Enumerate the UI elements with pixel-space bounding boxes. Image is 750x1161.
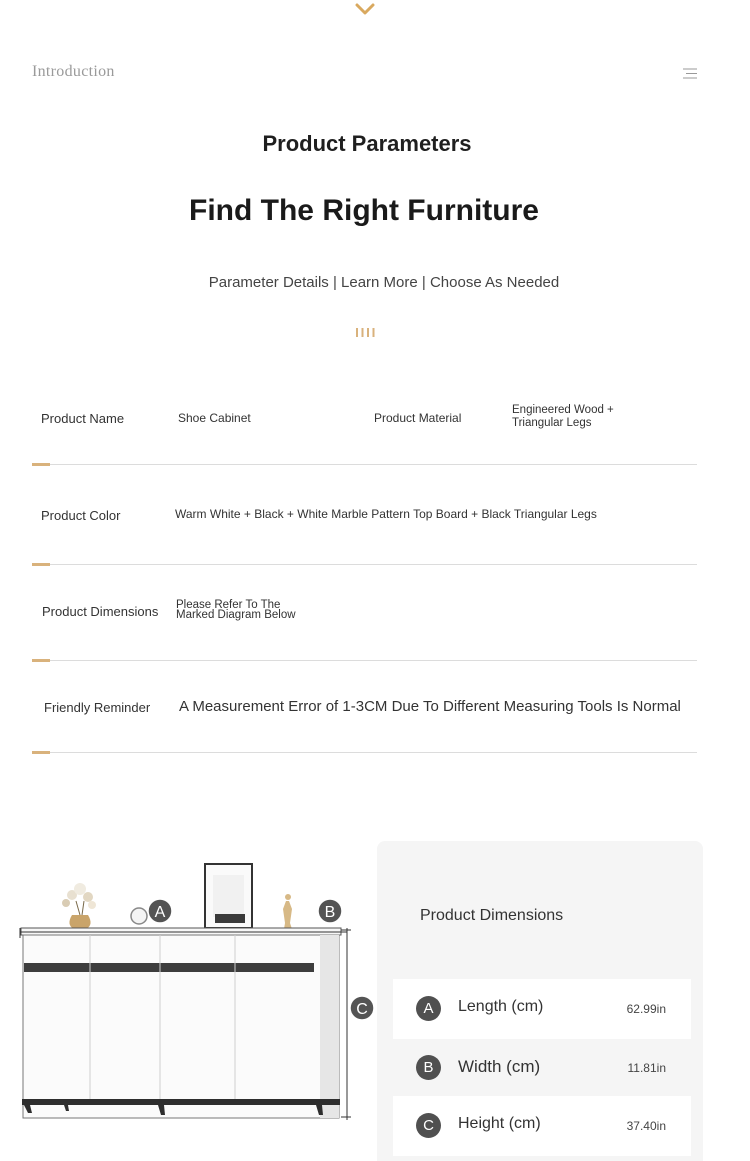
tagline: Parameter Details | Learn More | Choose As Needed bbox=[208, 274, 560, 291]
svg-text:C: C bbox=[356, 1001, 368, 1018]
dimension-row-width bbox=[393, 1038, 691, 1098]
svg-text:A: A bbox=[154, 904, 166, 921]
vase-decoration bbox=[62, 883, 96, 929]
introduction-heading: Introduction bbox=[32, 63, 115, 80]
shoe-cabinet-diagram bbox=[14, 855, 376, 1125]
height-value: 37.40in bbox=[626, 1119, 666, 1133]
product-name-label: Product Name bbox=[41, 411, 125, 426]
param-row-color bbox=[32, 492, 697, 568]
product-color-value: Warm White + Black + White Marble Pattern Top Board + Black Triangular Legs bbox=[175, 507, 597, 521]
param-row-reminder bbox=[32, 684, 697, 756]
handle-strip bbox=[24, 963, 314, 972]
page-title: Product Parameters bbox=[262, 131, 472, 156]
cabinet-legs bbox=[22, 1099, 340, 1105]
letter-badge-a: A bbox=[416, 996, 441, 1021]
dimensions-panel-title: Product Dimensions bbox=[420, 907, 564, 924]
product-color-label: Product Color bbox=[41, 508, 121, 523]
accent-mark bbox=[32, 563, 50, 566]
dimension-row-length bbox=[393, 979, 691, 1039]
dimensions-panel bbox=[377, 841, 703, 1161]
marker-c bbox=[350, 996, 374, 1020]
cabinet-body bbox=[23, 935, 339, 1118]
dimension-row-height bbox=[393, 1096, 691, 1156]
product-name-value: Shoe Cabinet bbox=[178, 411, 251, 425]
accent-mark bbox=[32, 751, 50, 754]
product-dimensions-value: Please Refer To The Marked Diagram Below bbox=[176, 599, 296, 621]
figurine-decoration bbox=[283, 894, 292, 929]
param-row-name bbox=[32, 396, 697, 468]
param-row-dimensions bbox=[32, 590, 697, 664]
accent-mark bbox=[32, 463, 50, 466]
page-subtitle: Find The Right Furniture bbox=[189, 194, 539, 227]
menu-icon[interactable] bbox=[683, 68, 697, 79]
product-dimensions-label: Product Dimensions bbox=[42, 604, 159, 619]
letter-badge-b: B bbox=[416, 1055, 441, 1080]
svg-text:B: B bbox=[324, 904, 336, 921]
decorative-bars-icon bbox=[355, 328, 375, 337]
clock-decoration bbox=[131, 908, 147, 924]
width-label: Width (cm) bbox=[458, 1057, 541, 1076]
divider bbox=[32, 464, 697, 465]
width-value: 11.81in bbox=[627, 1061, 666, 1075]
product-material-label: Product Material bbox=[374, 411, 462, 425]
length-value: 62.99in bbox=[626, 1002, 666, 1016]
cabinet-side bbox=[320, 935, 339, 1118]
marker-a bbox=[148, 899, 172, 923]
length-label: Length (cm) bbox=[458, 998, 544, 1015]
height-label: Height (cm) bbox=[458, 1115, 541, 1132]
accent-mark bbox=[32, 659, 50, 662]
marker-b bbox=[318, 899, 342, 923]
divider bbox=[32, 660, 697, 661]
picture-frame-decoration bbox=[205, 864, 252, 928]
divider bbox=[32, 752, 697, 753]
divider bbox=[32, 564, 697, 565]
letter-badge-c: C bbox=[416, 1113, 441, 1138]
friendly-reminder-value: A Measurement Error of 1-3CM Due To Different Measuring Tools Is Normal bbox=[179, 698, 681, 715]
product-material-value: Engineered Wood + Triangular Legs bbox=[512, 404, 614, 429]
chevron-down-icon[interactable] bbox=[355, 2, 375, 18]
friendly-reminder-label: Friendly Reminder bbox=[44, 700, 151, 715]
